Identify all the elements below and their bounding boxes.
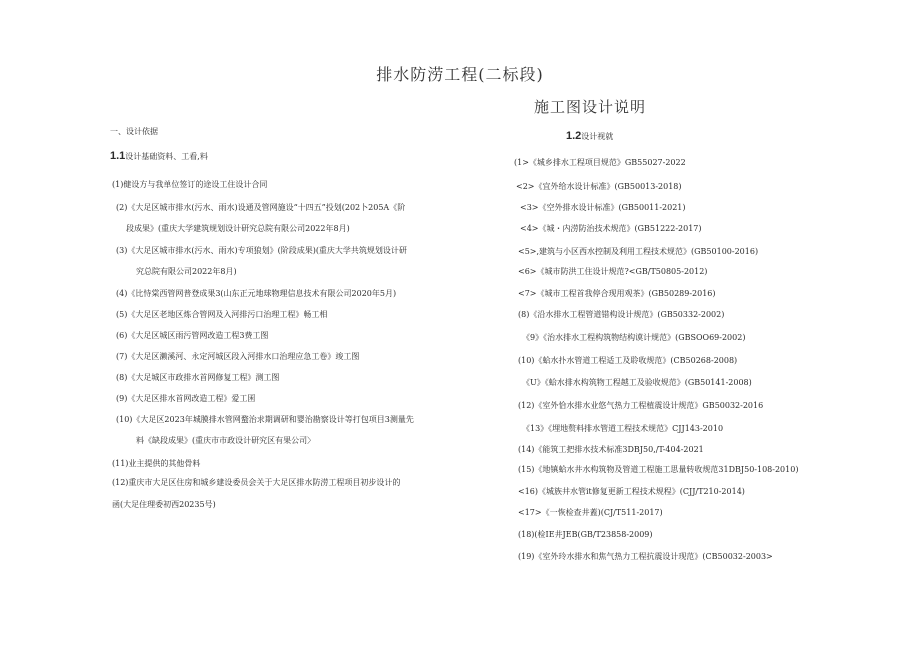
basis-item-continued: 料《缺段成果》(重庆市市政设计研究区有果公司〉 [136,436,316,445]
code-item: <4>《城・内涝防治技术规范》(GB51222-2017) [520,224,702,233]
code-item: 《U》《蛤水排水构筑物工程越工及验收规范》(GB50141-2008) [522,378,752,387]
code-item: (15)《地镇蛤水井水构筑物及管道工程施工思量转收规范31DBJ50-108-2010) [518,465,799,474]
sub-heading-text: 设计视就 [581,132,614,141]
basis-item: (3)《大足区城市排水(污水、雨水)专项狼划》(阶段成果)(重庆大学共筑规划设计研 [116,246,407,255]
basis-item: (8)《大足城区市政排水首网修复工程》测工图 [116,373,280,382]
document-subtitle: 施工图设计说明 [534,98,647,116]
sub-heading-design-data [110,150,208,162]
sub-heading-number: 1.1 [110,150,126,162]
code-item: <3>《空外排水设计标准》(GB50011-2021) [520,203,686,212]
basis-item: (7)《大足区濑溪河、永定河城区段入河排水口治理应急工卷》竣工图 [116,352,360,361]
code-item: <7>《城市工程首我停合现用观茶》(GB50289-2016) [518,289,716,298]
basis-item: (6)《大足区城区雨污管网改造工程3费工图 [116,331,269,340]
code-item: (12)《室外恰水排水业悠气热力工程植震设计规范》GB50032-2016 [518,401,764,410]
code-item: <16)《城族井水管it修复更新工程技术规程》(CJJ/T210-2014) [518,487,745,496]
code-item: (18)(检IE井JEB(GB/T23858-2009) [518,530,653,539]
basis-item-continued: 函(大足住理委初西20235号) [112,500,216,509]
sub-heading-text: 设计基础资料、工看,料 [125,152,208,161]
code-item: (8)《沿水排水工程管道错构设计规范》(GB50332-2002) [518,310,725,319]
basis-item: (4)《比恃棠西管网普登成果3(山东正元地球物理信息技术有限公司2020年5月) [116,289,397,298]
sub-heading-number: 1.2 [566,130,582,142]
code-item: 《9》《治水排水工程构筑物结构谟计规范》(GBSOO69-2002) [522,333,746,342]
code-item: 《13》《埋地赘料排水管道工程技术规范》CJJ143-2010 [522,424,724,433]
sub-heading-design-codes [566,130,613,142]
basis-item: (5)《大足区老地区炼合管网及入河排污口治理工程》畅工相 [116,310,328,319]
code-item: <5>,建筑与小区西水控制及利用工程技术规范》(GB50100-2016) [518,247,759,256]
code-item: (14)《能筑工把排水技术标准3DBJ50,/T-404-2021 [518,445,704,454]
basis-item: (9)《大足区排水首网改造工程》爱工囷 [116,394,256,403]
code-item: <2>《宜外给水设计标准》(GB50013-2018) [516,182,682,191]
document-title: 排水防涝工程(二标段) [376,65,544,84]
basis-item: (1)健设方与我单位签订的途设工住设计合同 [112,180,268,189]
basis-item: (12)重庆市大足区住房和城乡建设委员会关于大足区排水防涝工程项目初步设计的 [112,478,401,487]
code-item: (1>《城乡排水工程项目规范》GB55027-2022 [514,158,686,167]
code-item: (10)《蛤水扑水管道工程适工及聆收规范》(CB50268-2008) [518,356,738,365]
basis-item: (10)《大足区2023年城膜排水管网蝥治求期调研和婴治勘察设计等打包项目3测量先 [116,415,414,424]
basis-item-continued: 究总院有限公司2022年8月) [136,267,237,276]
basis-item: (11)业主提供的其他骨料 [112,459,201,468]
section-heading: 一、设计依据 [110,127,158,136]
basis-item-continued: 段成果》(重庆大学建筑规划设计研究总院有限公司2022年8月) [126,224,350,233]
code-item: <6>《城市防洪工住设计规范?<GB/T50805-2012) [518,267,708,276]
code-item: <17>《一恢检查井蓋)(CJ/T511-2017) [518,508,663,517]
basis-item: (2)《大足区城市排水(污水、雨水)设通及管网施设“十四五”投划(202卜205A《阶 [116,203,406,212]
code-item: (19)《室外玲水排水和焦气热力工程抗震设计现范》(CB50032-2003> [518,552,773,561]
